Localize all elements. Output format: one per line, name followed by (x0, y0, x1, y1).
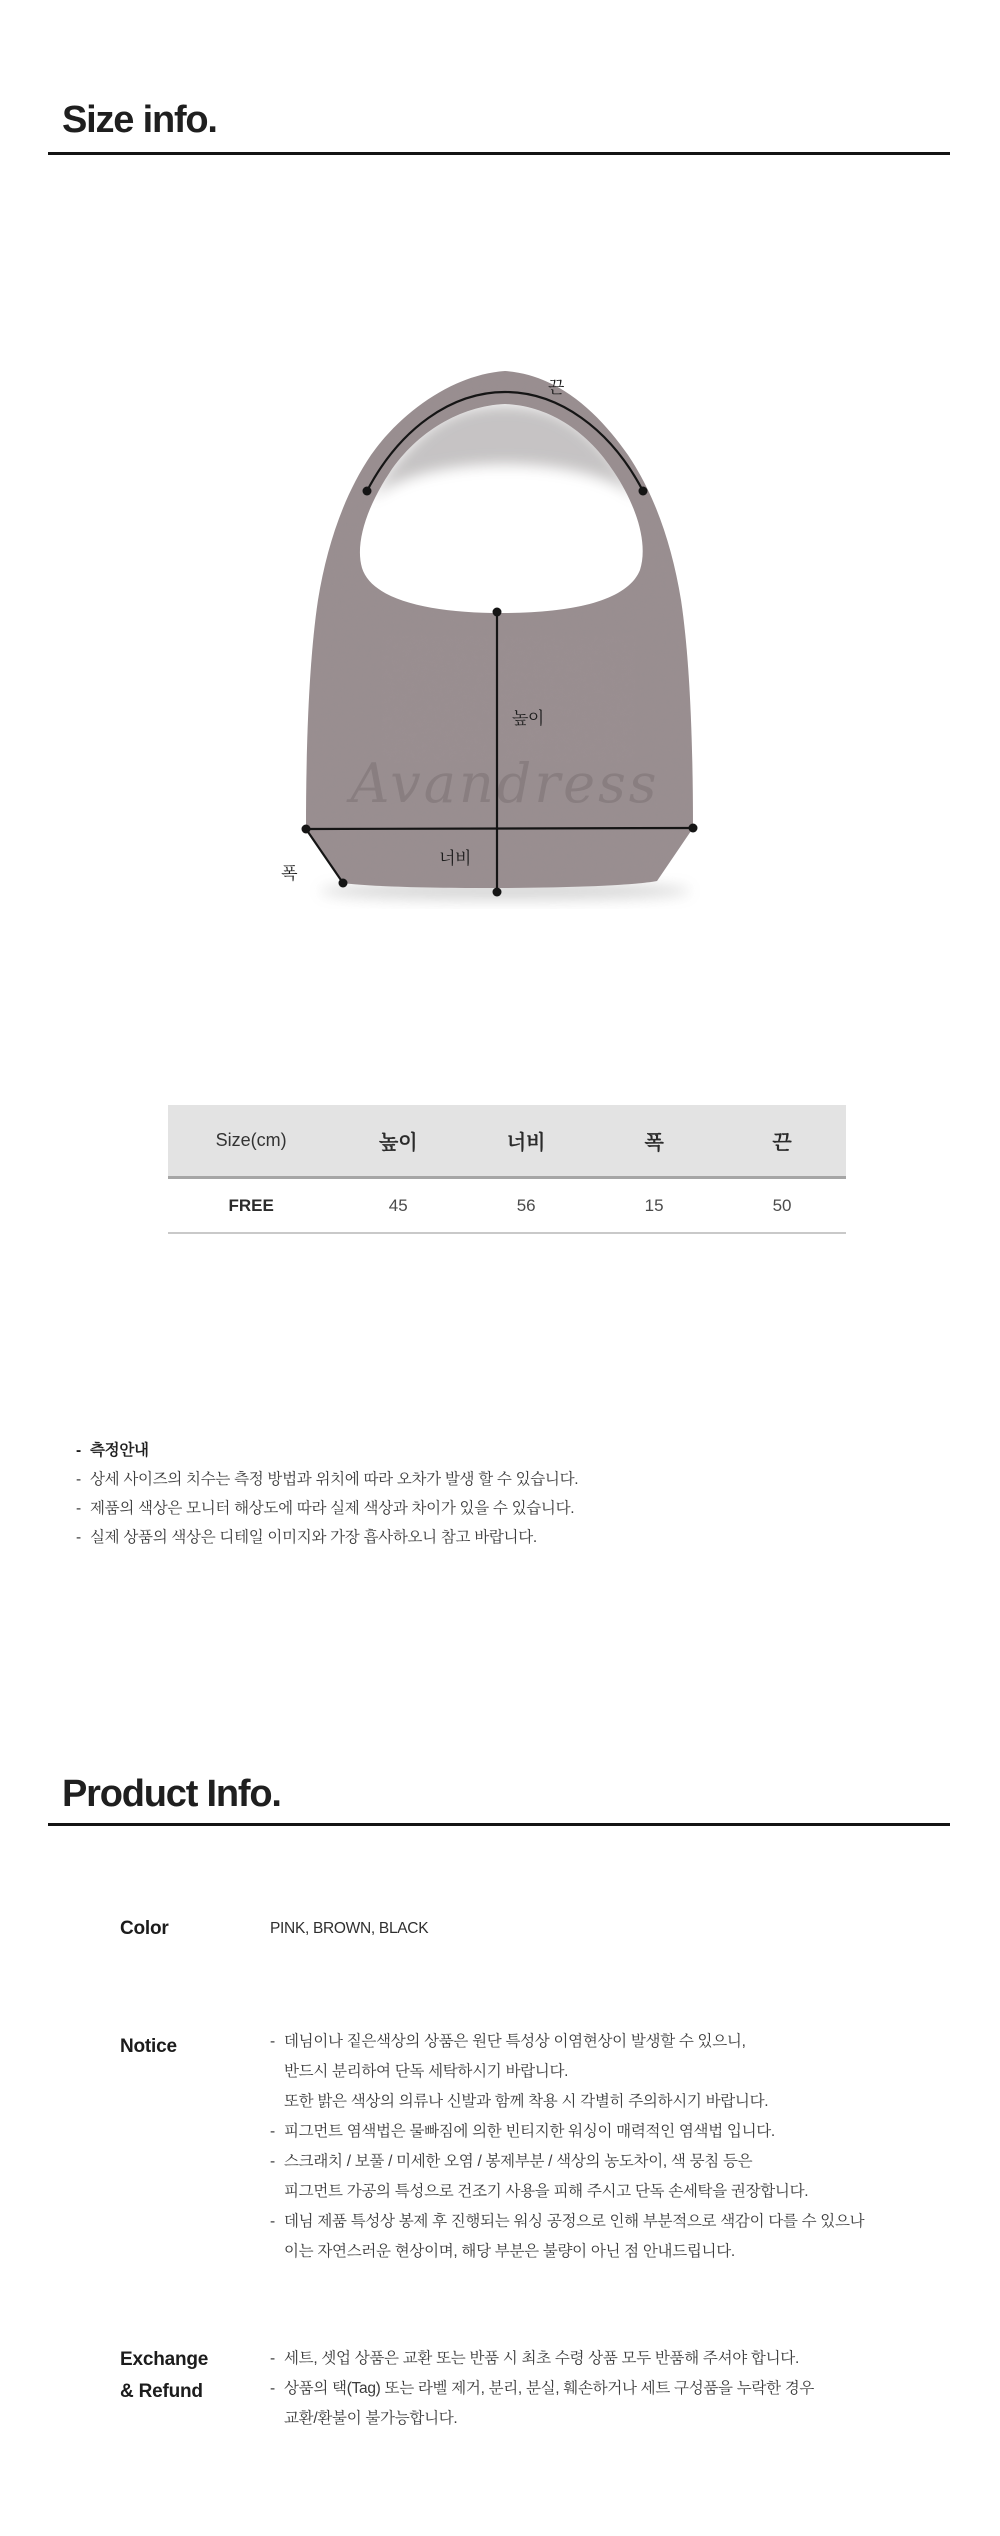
dash: - (270, 2350, 275, 2367)
product-info-divider (48, 1823, 950, 1826)
note-text: 상세 사이즈의 치수는 측정 방법과 위치에 따라 오차가 발생 할 수 있습니다. (90, 1471, 579, 1488)
size-value-label: FREE (228, 1195, 274, 1215)
notice-line (270, 2147, 864, 2177)
note-text: 세트, 셋업 상품은 교환 또는 반품 시 최초 수령 상품 모두 반품해 주셔야 합니다. (284, 2350, 799, 2367)
size-value-width: 56 (516, 1195, 536, 1215)
width-label: 너비 (439, 849, 471, 868)
exchange-label-line2: & Refund (120, 2381, 203, 2402)
measure-note-title (76, 1436, 578, 1465)
dash: - (270, 2123, 275, 2140)
exchange-refund-label (120, 2344, 208, 2408)
color-value: PINK, BROWN, BLACK (270, 1920, 429, 1937)
note-text: 데님 제품 특성상 봉제 후 진행되는 워싱 공정으로 인해 부분적으로 색감이 다를 수 있으나 (284, 2213, 865, 2230)
note-text: 또한 밝은 색상의 의류나 신발과 함께 착용 시 각별히 주의하시기 바랍니다. (284, 2093, 769, 2110)
dash: - (270, 2033, 275, 2050)
dash: - (270, 2153, 275, 2170)
exchange-line (270, 2404, 814, 2434)
exchange-line (270, 2344, 814, 2374)
depth-label: 폭 (281, 864, 297, 883)
notice-line (270, 2087, 864, 2117)
width-measure-line (306, 828, 693, 829)
exchange-text-block (270, 2344, 814, 2434)
dash (270, 2404, 284, 2434)
size-table-col-width: 너비 (506, 1132, 546, 1154)
measurement-notes (76, 1436, 578, 1552)
width-dot-right (689, 824, 698, 833)
note-text: 스크래치 / 보풀 / 미세한 오염 / 봉제부분 / 색상의 농도차이, 색 뭉침 등은 (284, 2153, 753, 2170)
size-table-col-size: Size(cm) (215, 1130, 287, 1150)
size-value-height: 45 (388, 1195, 408, 1215)
dash: - (270, 2213, 275, 2230)
height-dot-bottom (493, 888, 502, 897)
note-text: 피그먼트 가공의 특성으로 건조기 사용을 피해 주시고 단독 손세탁을 권장합니다. (284, 2183, 809, 2200)
size-value-depth: 15 (644, 1195, 664, 1215)
dash: - (76, 1529, 81, 1546)
measure-note (76, 1494, 578, 1523)
size-table-row-free (168, 1179, 846, 1234)
exchange-line (270, 2374, 814, 2404)
strap-dot-right (639, 487, 648, 496)
bag-measurement-diagram (250, 355, 750, 915)
size-info-divider (48, 152, 950, 155)
notice-line (270, 2237, 864, 2267)
dash (270, 2087, 284, 2117)
strap-dot-left (363, 487, 372, 496)
measure-note (76, 1465, 578, 1494)
size-table (168, 1105, 846, 1234)
height-dot-top (493, 608, 502, 617)
notice-line (270, 2177, 864, 2207)
size-table-col-depth: 폭 (644, 1132, 664, 1154)
dash: - (270, 2380, 275, 2397)
depth-dot (339, 879, 348, 888)
note-text: 피그먼트 염색법은 물빠짐에 의한 빈티지한 워싱이 매력적인 염색법 입니다. (284, 2123, 775, 2140)
note-text: 상품의 택(Tag) 또는 라벨 제거, 분리, 분실, 훼손하거나 세트 구성품을 누락한 경우 (284, 2380, 815, 2397)
exchange-label-line1: Exchange (120, 2349, 209, 2370)
measure-note (76, 1523, 578, 1552)
size-table-col-height: 높이 (378, 1132, 418, 1154)
notice-text-block (270, 2027, 864, 2267)
note-text: 실제 상품의 색상은 디테일 이미지와 가장 흡사하오니 참고 바랍니다. (90, 1529, 537, 1546)
note-text: 측정안내 (90, 1442, 149, 1459)
product-info-title: Product Info. (62, 1773, 281, 1815)
dash (270, 2057, 284, 2087)
size-info-title: Size info. (62, 99, 217, 141)
dash: - (76, 1500, 81, 1517)
note-text: 교환/환불이 불가능합니다. (284, 2410, 458, 2427)
size-value-strap: 50 (772, 1195, 792, 1215)
height-label: 높이 (512, 709, 544, 728)
notice-label: Notice (120, 2036, 177, 2057)
size-table-col-strap: 끈 (772, 1132, 792, 1154)
notice-line (270, 2117, 864, 2147)
color-label: Color (120, 1918, 169, 1939)
dash (270, 2177, 284, 2207)
notice-line (270, 2207, 864, 2237)
notice-line (270, 2027, 864, 2057)
note-text: 이는 자연스러운 현상이며, 해당 부분은 불량이 아닌 점 안내드립니다. (284, 2243, 735, 2260)
note-text: 반드시 분리하여 단독 세탁하시기 바랍니다. (284, 2063, 569, 2080)
dash: - (76, 1442, 81, 1459)
dash: - (76, 1471, 81, 1488)
size-table-header (168, 1105, 846, 1179)
notice-line (270, 2057, 864, 2087)
strap-label: 끈 (548, 378, 564, 397)
note-text: 제품의 색상은 모니터 해상도에 따라 실제 색상과 차이가 있을 수 있습니다. (90, 1500, 575, 1517)
dash (270, 2237, 284, 2267)
brand-script-logo: Avandress (350, 752, 660, 815)
note-text: 데님이나 짙은색상의 상품은 원단 특성상 이염현상이 발생할 수 있으니, (284, 2033, 746, 2050)
